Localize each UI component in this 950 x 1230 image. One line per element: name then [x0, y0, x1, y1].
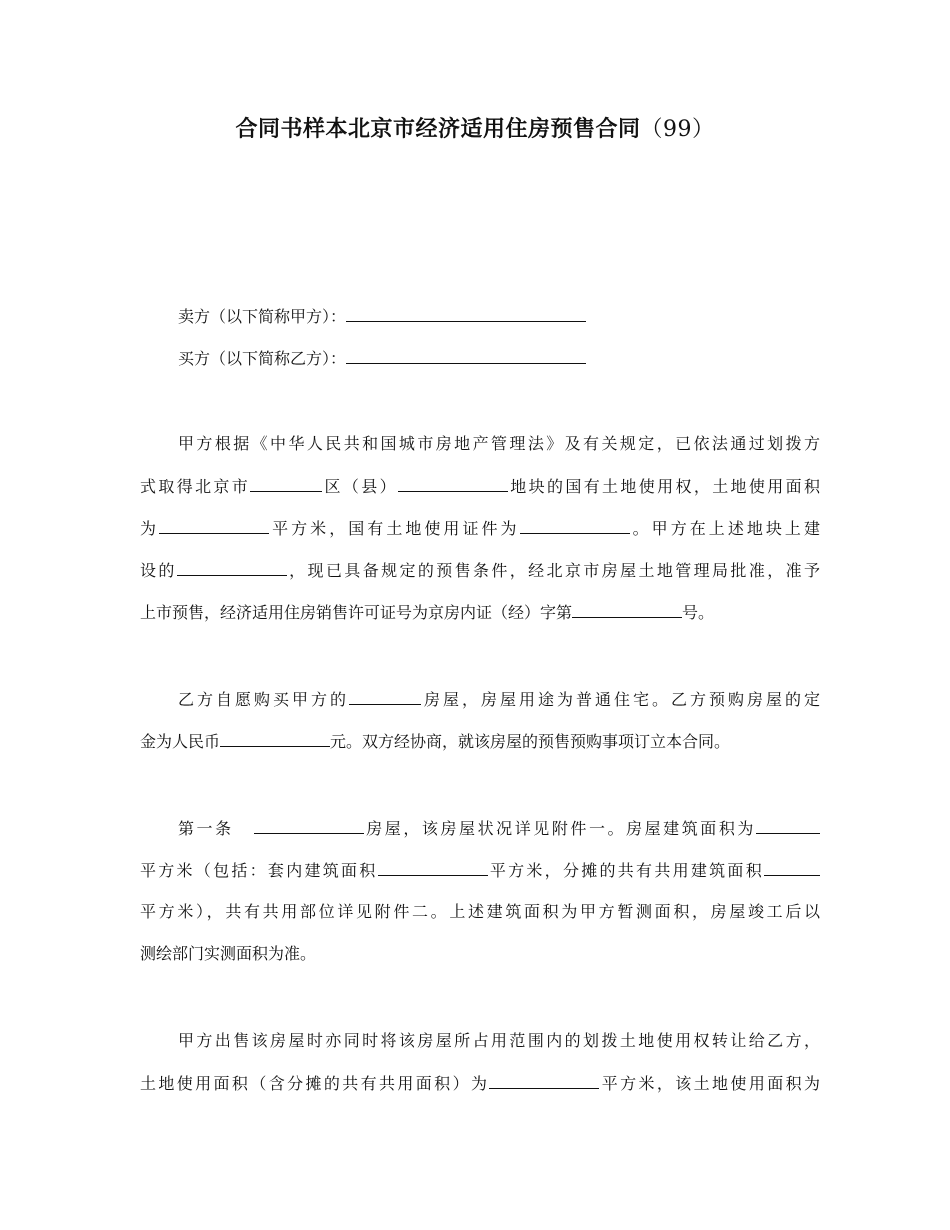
seller-line [178, 305, 820, 328]
buyer-blank[interactable] [346, 347, 586, 364]
para1-text-4b: ，现已具备规定的预售条件，经北京市房屋土地管理局批准，准予 [286, 561, 820, 580]
para1-text-2b: 区（县） [322, 477, 398, 496]
para2-text-2a: 金为人民币 [140, 732, 221, 751]
para4-text-2b: 平方米，该土地使用面积为 [599, 1074, 820, 1093]
article1-heading: 第一条 [178, 819, 234, 838]
shared-area-blank[interactable] [764, 859, 820, 876]
para1-line2 [140, 475, 820, 498]
para4-line1 [178, 1030, 820, 1052]
para1-line4 [140, 559, 820, 582]
para1-text-2c: 地块的国有土地使用权，土地使用面积 [507, 477, 820, 496]
project-blank[interactable] [177, 559, 287, 576]
para4-text-2a: 土地使用面积（含分摊的共有共用面积）为 [140, 1074, 490, 1093]
article1-text-3: 平方米），共有共用部位详见附件二。上述建筑面积为甲方暂测面积，房屋竣工后以 [140, 902, 820, 921]
article1-house-blank[interactable] [254, 817, 364, 834]
para1-line5 [140, 601, 820, 624]
article1-line1 [178, 817, 820, 840]
buyer-line [178, 347, 820, 370]
para1-text-1: 甲方根据《中华人民共和国城市房地产管理法》及有关规定，已依法通过划拨方 [178, 434, 820, 453]
para1-text-5b: 号。 [682, 603, 715, 622]
para4-line2 [140, 1072, 820, 1095]
para2-text-2b: 元。双方经协商，就该房屋的预售预购事项订立本合同。 [330, 732, 731, 751]
para2-text-1b: 房屋，房屋用途为普通住宅。乙方预购房屋的定 [421, 690, 820, 709]
para1-line3 [140, 517, 820, 540]
article1-line4 [140, 943, 820, 965]
district-blank[interactable] [250, 475, 322, 492]
seller-label: 卖方（以下简称甲方）： [178, 307, 347, 326]
article1-text-2b: 平方米，分摊的共有共用建筑面积 [487, 861, 764, 880]
article1-text-2a: 平方米（包括：套内建筑面积 [140, 861, 378, 880]
para1-text-3c: 。甲方在上述地块上建 [629, 519, 820, 538]
house-blank[interactable] [349, 688, 421, 705]
inner-area-blank[interactable] [378, 859, 488, 876]
article1-line3 [140, 901, 820, 923]
land-use-area-blank[interactable] [489, 1072, 599, 1089]
para2-text-1a: 乙方自愿购买甲方的 [178, 690, 349, 709]
para2-line2 [140, 730, 820, 753]
para1-text-3b: 平方米，国有土地使用证件为 [269, 519, 520, 538]
document-title [0, 112, 950, 143]
para1-text-3a: 为 [140, 519, 160, 538]
land-area-blank[interactable] [159, 517, 269, 534]
para1-text-5a: 上市预售，经济适用住房销售许可证号为京房内证（经）字第 [140, 603, 573, 622]
plot-blank[interactable] [398, 475, 508, 492]
title-main: 合同书样本北京市经济适用住房预售合同 [235, 117, 641, 142]
article1-text-1b: 房屋，该房屋状况详见附件一。房屋建筑面积为 [363, 819, 756, 838]
license-no-blank[interactable] [572, 601, 682, 618]
buyer-label: 买方（以下简称乙方）： [178, 349, 347, 368]
para2-line1 [178, 688, 820, 711]
para1-line1 [178, 433, 820, 455]
building-area-blank[interactable] [756, 817, 820, 834]
para4-text-1: 甲方出售该房屋时亦同时将该房屋所占用范围内的划拨土地使用权转让给乙方， [178, 1031, 820, 1050]
para1-text-4a: 设的 [140, 561, 177, 580]
land-cert-blank[interactable] [520, 517, 630, 534]
title-suffix: （99） [640, 117, 715, 142]
deposit-blank[interactable] [220, 730, 330, 747]
article1-line2 [140, 859, 820, 882]
article1-text-4: 测绘部门实测面积为准。 [140, 944, 317, 963]
seller-blank[interactable] [346, 305, 586, 322]
para1-text-2a: 式取得北京市 [140, 477, 251, 496]
